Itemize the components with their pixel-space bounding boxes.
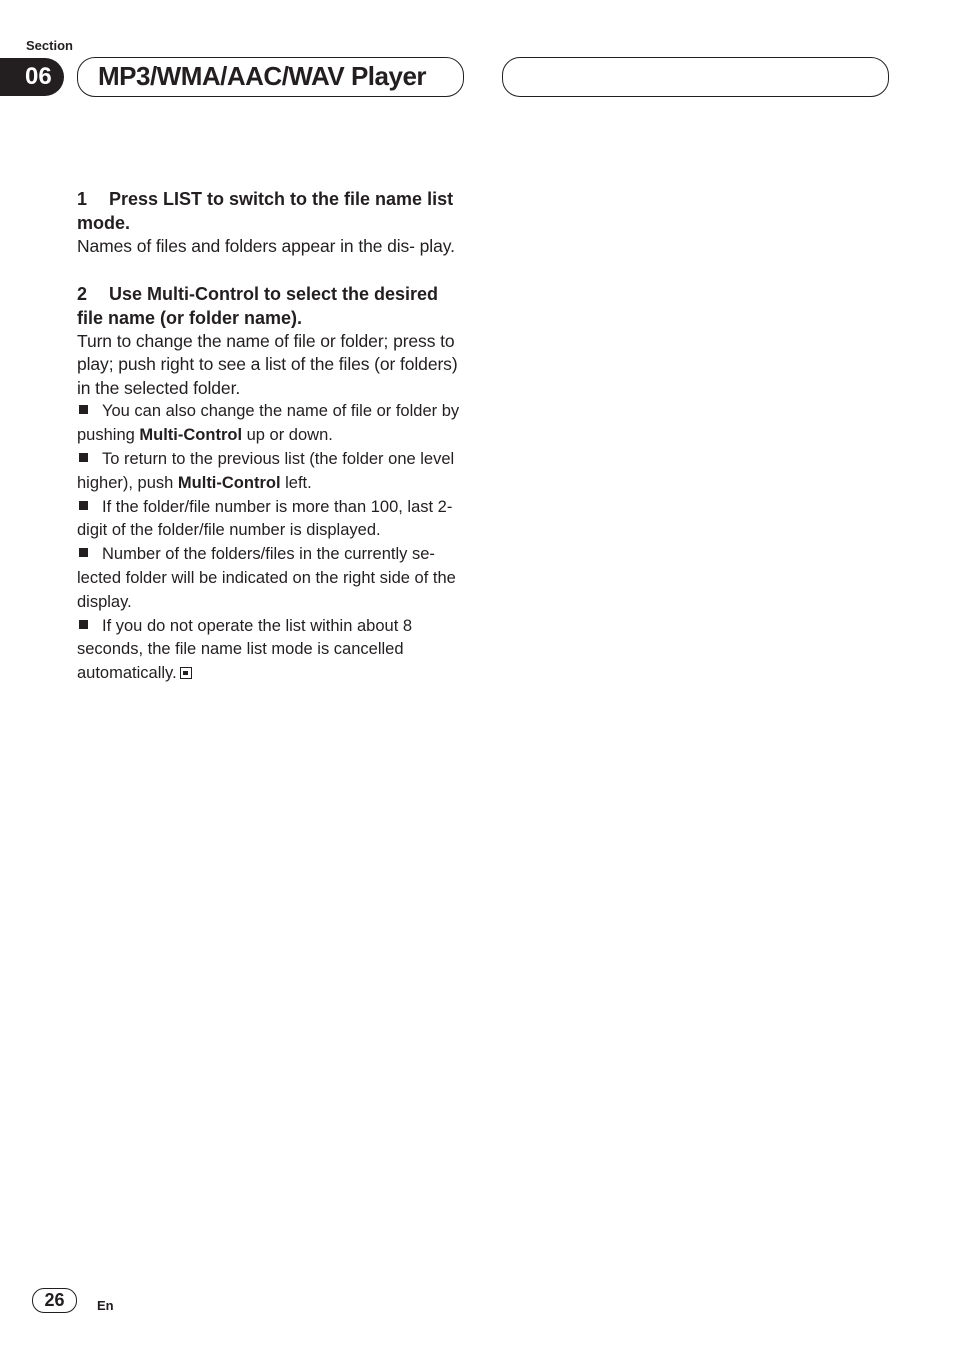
note-item	[77, 400, 465, 448]
step-1-number: 1	[77, 189, 88, 209]
square-bullet-icon	[79, 405, 88, 414]
step-1-body: Names of files and folders appear in the dis- play.	[77, 236, 455, 256]
note-item	[77, 615, 465, 686]
note-text: You can also change the name of file or folder by pushing	[77, 402, 460, 445]
note-text: If you do not operate the list within about 8 seconds, the file name list mode is cancelled automatically.	[77, 616, 413, 683]
page-number: 26	[32, 1288, 77, 1313]
main-content	[77, 187, 465, 686]
note-bold-term: Multi-Control	[139, 426, 243, 445]
note-item	[77, 543, 465, 614]
header-right-box	[502, 57, 889, 97]
note-text: Number of the folders/files in the currently se- lected folder will be indicated on the right side of the display.	[77, 545, 456, 611]
step-1-heading	[77, 187, 465, 235]
step-1-heading-text: Press LIST to switch to the file name list mode.	[77, 189, 454, 233]
step-2-body: Turn to change the name of file or folder; press to play; push right to see a list of the files (or folders) in the selected folder.	[77, 330, 458, 398]
square-bullet-icon	[79, 501, 88, 510]
note-item	[77, 496, 465, 544]
note-item	[77, 448, 465, 496]
language-code: En	[97, 1298, 114, 1313]
step-2-heading-text: Use Multi-Control to select the desired file name (or folder name).	[77, 283, 439, 328]
step-2-heading	[77, 282, 465, 330]
step-2-number: 2	[77, 283, 88, 304]
note-text: left.	[280, 473, 312, 492]
note-text: If the folder/file number is more than 100, last 2-digit of the folder/file number is displayed.	[77, 497, 453, 540]
note-bold-term: Multi-Control	[177, 473, 281, 492]
end-of-section-icon	[180, 667, 192, 679]
note-text: up or down.	[242, 426, 333, 445]
section-label: Section	[26, 38, 73, 53]
square-bullet-icon	[79, 548, 88, 557]
page-title: MP3/WMA/AAC/WAV Player	[77, 57, 464, 97]
section-number-tab: 06	[0, 58, 64, 96]
square-bullet-icon	[79, 620, 88, 629]
note-text: To return to the previous list (the folder one level higher), push	[77, 449, 455, 492]
square-bullet-icon	[79, 453, 88, 462]
